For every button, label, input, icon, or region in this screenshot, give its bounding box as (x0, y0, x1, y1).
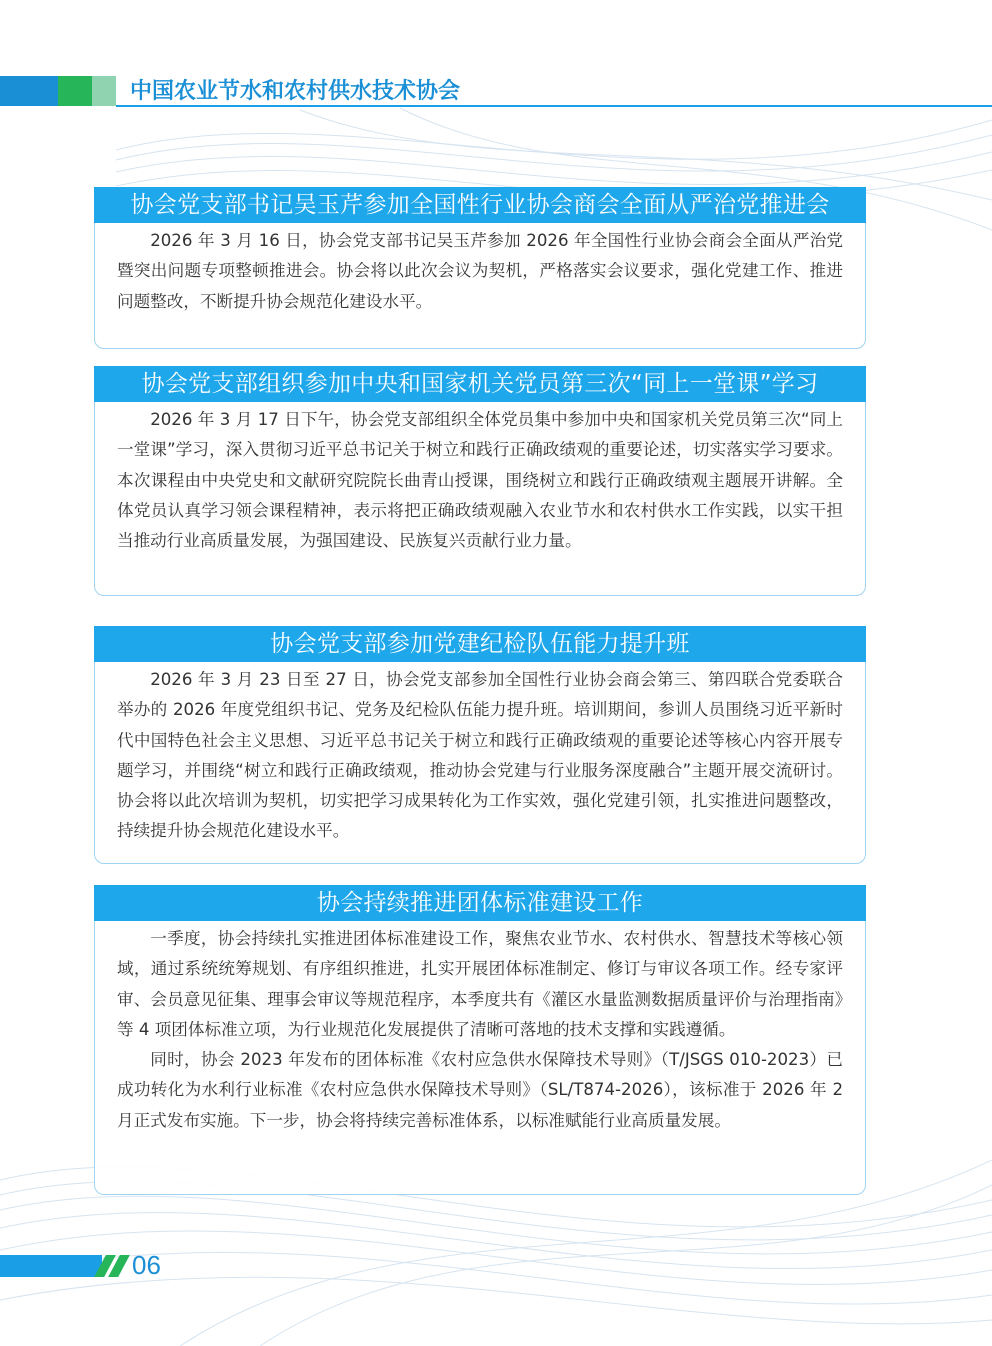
news-section-4 (94, 885, 866, 1195)
section-title: 协会党支部参加党建纪检队伍能力提升班 (94, 626, 866, 662)
footer-blue-bar (0, 1255, 102, 1277)
paragraph: 2026 年 3 月 16 日，协会党支部书记吴玉芹参加 2026 年全国性行业协会商会全面从严治党暨突出问题专项整顿推进会。协会将以此次会议为契机，严格落实会议要求，强化党建工作、推进问题整改，不断提升协会规范化建设水平。 (117, 231, 843, 311)
news-section-1 (94, 187, 866, 349)
section-body (94, 402, 866, 596)
paragraph: 同时，协会 2023 年发布的团体标准《农村应急供水保障技术导则》（T/JSGS 010-2023）已成功转化为水利行业标准《农村应急供水保障技术导则》（SL/T874-2026），该标准于 2026 年 2 月正式发布实施。下一步，协会将持续完善标准体系，以标准赋能行业高质量发展。 (117, 1050, 843, 1130)
section-body (94, 223, 866, 349)
section-title: 协会党支部组织参加中央和国家机关党员第三次“同上一堂课”学习 (94, 366, 866, 402)
news-section-2 (94, 366, 866, 596)
section-body (94, 921, 866, 1195)
section-title: 协会党支部书记吴玉芹参加全国性行业协会商会全面从严治党推进会 (94, 187, 866, 223)
section-body (94, 662, 866, 864)
paragraph: 2026 年 3 月 23 日至 27 日，协会党支部参加全国性行业协会商会第三、第四联合党委联合举办的 2026 年度党组织书记、党务及纪检队伍能力提升班。培训期间，参训人员围绕习近平新时代中国特色社会主义思想、习近平总书记关于树立和践行正确政绩观的重要论述等核心内容开展专题学习，并围绕“树立和践行正确政绩观，推动协会党建与行业服务深度融合”主题开展交流研讨。协会将以此次培训为契机，切实把学习成果转化为工作实效，强化党建引领，扎实推进问题整改，持续提升协会规范化建设水平。 (117, 670, 843, 841)
header-underline (116, 105, 992, 107)
header-blue-block (0, 76, 58, 106)
header-green-block (58, 76, 92, 106)
header-light-green-block (92, 76, 116, 106)
header-title: 中国农业节水和农村供水技术协会 (130, 78, 461, 104)
section-title: 协会持续推进团体标准建设工作 (94, 885, 866, 921)
paragraph: 一季度，协会持续扎实推进团体标准建设工作，聚焦农业节水、农村供水、智慧技术等核心领域，通过系统统筹规划、有序组织推进，扎实开展团体标准制定、修订与审议各项工作。经专家评审、会员意见征集、理事会审议等规范程序，本季度共有《灌区水量监测数据质量评价与治理指南》等 4 项团体标准立项，为行业规范化发展提供了清晰可落地的技术支撑和实践遵循。 (117, 929, 843, 1039)
news-section-3 (94, 626, 866, 864)
page-number: 06 (132, 1250, 161, 1280)
paragraph: 2026 年 3 月 17 日下午，协会党支部组织全体党员集中参加中央和国家机关党员第三次“同上一堂课”学习，深入贯彻习近平总书记关于树立和践行正确政绩观的重要论述，切实落实学习要求。本次课程由中央党史和文献研究院院长曲青山授课，围绕树立和践行正确政绩观主题展开讲解。全体党员认真学习领会课程精神，表示将把正确政绩观融入农业节水和农村供水工作实践，以实干担当推动行业高质量发展，为强国建设、民族复兴贡献行业力量。 (117, 410, 843, 551)
